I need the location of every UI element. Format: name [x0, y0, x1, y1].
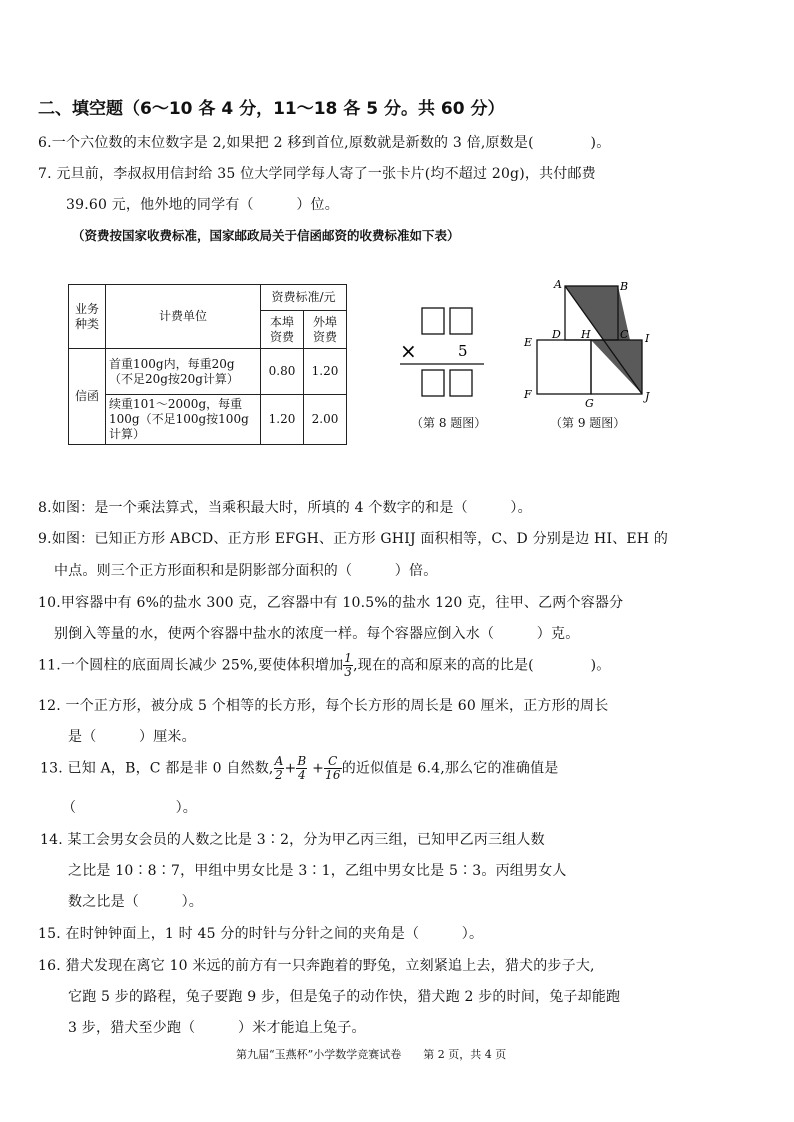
- question-14-line-2: 之比是 10∶8∶7，甲组中男女比是 3∶1，乙组中男女比是 5∶3。丙组男女人: [68, 863, 567, 879]
- fig9-square-efgh: [537, 340, 591, 394]
- fig8-box-2: [450, 308, 472, 334]
- fig8-times-sign: ×: [400, 339, 417, 363]
- figure-8-caption: （第 8 题图）: [411, 416, 487, 430]
- q13-text-pre: 13. 已知 A，B，C 都是非 0 自然数,: [40, 760, 274, 777]
- cell-letter-type: 信函: [69, 349, 106, 445]
- fig9-label-a: A: [554, 278, 562, 291]
- q13-fraction-c: $\frac{C}{16}$: [325, 754, 341, 782]
- cell-row2-remote: 2.00: [304, 395, 347, 445]
- header-remote-fee: 外埠 资费: [304, 311, 347, 349]
- question-13: 13. 已知 A，B，C 都是非 0 自然数, $\frac{A}{2}$ + $\frac{B}{4}$ + $\frac{C}{16}$ 的近似值是 6.4,那么它的准确值是: [40, 754, 559, 782]
- figure-9-squares: [518, 276, 658, 410]
- question-9-line-1: 9.如图：已知正方形 ABCD、正方形 EFGH、正方形 GHIJ 面积相等，C、D 分别是边 HI、EH 的: [38, 531, 669, 547]
- fig8-box-4: [450, 370, 472, 396]
- postage-fee-table: [68, 284, 347, 445]
- question-12-line-1: 12. 一个正方形，被分成 5 个相等的长方形，每个长方形的周长是 60 厘米，正方形的周长: [38, 698, 609, 714]
- question-6: 6.一个六位数的末位数字是 2,如果把 2 移到首位,原数就是新数的 3 倍,原数是( )。: [38, 135, 611, 151]
- fig9-label-i: I: [645, 332, 650, 345]
- question-7-line-1: 7. 元旦前，李叔叔用信封给 35 位大学同学每人寄了一张卡片(均不超过 20g)，共付邮费: [38, 166, 596, 182]
- question-9-line-2: 中点。则三个正方形面积和是阴影部分面积的（ ）倍。: [54, 563, 438, 579]
- question-10-line-2: 别倒入等量的水，使两个容器中盐水的浓度一样。每个容器应倒入水（ ）克。: [54, 626, 580, 642]
- question-10-line-1: 10.甲容器中有 6%的盐水 300 克，乙容器中有 10.5%的盐水 120 克，往甲、乙两个容器分: [38, 595, 624, 611]
- question-8: 8.如图：是一个乘法算式，当乘积最大时，所填的 4 个数字的和是（ ）。: [38, 500, 532, 516]
- cell-row2-unit: 续重101～2000g，每重 100g（不足100g按100g 计算）: [106, 395, 261, 445]
- fig8-box-1: [422, 308, 444, 334]
- fig9-label-e: E: [524, 336, 533, 349]
- header-billing-unit: 计费单位: [106, 285, 261, 349]
- header-business-type: 业务 种类: [69, 285, 106, 349]
- fig9-label-h: H: [581, 328, 591, 341]
- question-14-line-3: 数之比是（ ）。: [68, 894, 203, 910]
- question-12-line-2: 是（ ）厘米。: [68, 729, 196, 745]
- question-16-line-2: 它跑 5 步的路程，兔子要跑 9 步，但是兔子的动作快，猎犬跑 2 步的时间，兔子却能跑: [68, 989, 621, 1005]
- q13-text-post: 的近似值是 6.4,那么它的准确值是: [341, 760, 559, 777]
- q11-text-post: ,现在的高和原来的高的比是( )。: [353, 657, 611, 674]
- section-title: 二、填空题（6～10 各 4 分，11～18 各 5 分。共 60 分）: [38, 99, 505, 119]
- question-13-line-2: （ ）。: [62, 800, 197, 816]
- fig9-label-d: D: [552, 328, 561, 341]
- figure-8-multiplication: [392, 300, 502, 410]
- question-16-line-3: 3 步，猎犬至少跑（ ）米才能追上兔子。: [68, 1020, 366, 1036]
- fig9-label-b: B: [620, 280, 629, 293]
- q13-fraction-a: $\frac{A}{2}$: [274, 754, 284, 782]
- q13-fraction-b: $\frac{B}{4}$: [297, 754, 307, 782]
- cell-row1-unit: 首重100g内，每重20g （不足20g按20g计算）: [106, 349, 261, 395]
- cell-row1-local: 0.80: [261, 349, 304, 395]
- fig9-label-f: F: [524, 388, 532, 401]
- fig9-label-g: G: [585, 397, 594, 410]
- fig9-label-c: C: [620, 328, 629, 341]
- header-local-fee: 本埠 资费: [261, 311, 304, 349]
- cell-row1-remote: 1.20: [304, 349, 347, 395]
- question-15: 15. 在时钟钟面上，1 时 45 分的时针与分针之间的夹角是（ ）。: [38, 926, 484, 942]
- fig8-box-3: [422, 370, 444, 396]
- fig9-label-j: J: [645, 390, 650, 403]
- question-14-line-1: 14. 某工会男女会员的人数之比是 3∶2，分为甲乙丙三组，已知甲乙丙三组人数: [40, 832, 545, 848]
- question-16-line-1: 16. 猎犬发现在离它 10 米远的前方有一只奔跑着的野兔，立刻紧追上去，猎犬的步子大,: [38, 958, 595, 974]
- figure-9-caption: （第 9 题图）: [550, 416, 626, 430]
- q11-text-pre: 11.一个圆柱的底面周长减少 25%,要使体积增加: [38, 657, 344, 674]
- question-7-line-2: 39.60 元，他外地的同学有（ ）位。: [66, 197, 339, 213]
- q11-fraction: $\frac{1}{3}$: [344, 651, 353, 679]
- question-11: [38, 652, 611, 679]
- fig9-shaded-right: [591, 340, 642, 394]
- fig8-digit-five: 5: [458, 342, 468, 360]
- header-fee-standard: 资费标准/元: [261, 285, 347, 311]
- page-footer: 第九届“玉燕杯”小学数学竞赛试卷 第 2 页，共 4 页: [236, 1048, 507, 1061]
- question-7-note: （资费按国家收费标准，国家邮政局关于信函邮资的收费标准如下表）: [72, 228, 460, 243]
- cell-row2-local: 1.20: [261, 395, 304, 445]
